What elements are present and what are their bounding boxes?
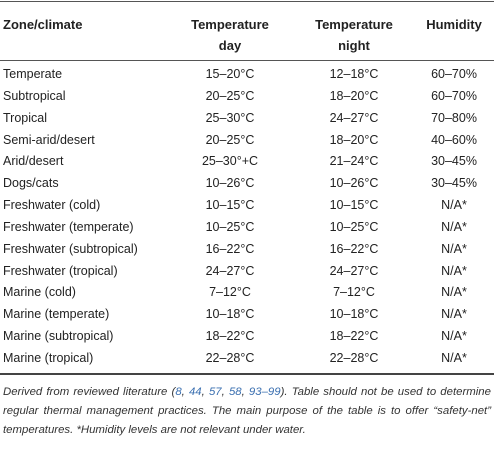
- ref-link[interactable]: 57: [208, 386, 222, 398]
- header-temperature-night: Temperature night: [315, 17, 393, 53]
- table-row: [0, 151, 494, 173]
- cell-temp-day: 22–28°C: [205, 350, 255, 365]
- cell-zone: Semi-arid/desert: [3, 132, 95, 147]
- cell-zone: Freshwater (subtropical): [3, 241, 138, 256]
- header-temperature-day: Temperature day: [191, 17, 269, 53]
- cell-temp-day: 10–26°C: [205, 176, 255, 191]
- header-humidity: Humidity: [426, 17, 482, 32]
- table-row: [0, 261, 494, 283]
- header-zone-climate: Zone/climate: [3, 17, 83, 32]
- cell-temp-night: 16–22°C: [329, 241, 379, 256]
- table-row: [0, 64, 494, 86]
- cell-humidity: 30–45%: [431, 176, 477, 191]
- cell-humidity: N/A*: [441, 219, 467, 234]
- header-rule: [0, 60, 494, 61]
- ref-link[interactable]: 44: [188, 386, 202, 398]
- cell-temp-day: 10–25°C: [205, 219, 255, 234]
- table-row: [0, 217, 494, 239]
- ref-link[interactable]: 8: [175, 386, 182, 398]
- table-row: [0, 130, 494, 152]
- cell-humidity: 70–80%: [431, 110, 477, 125]
- cell-temp-night: 7–12°C: [333, 285, 375, 300]
- table-row: [0, 239, 494, 261]
- ref-link[interactable]: 93–99: [248, 386, 281, 398]
- cell-humidity: N/A*: [441, 198, 467, 213]
- cell-humidity: N/A*: [441, 285, 467, 300]
- cell-zone: Marine (subtropical): [3, 329, 114, 344]
- cell-temp-day: 20–25°C: [205, 88, 255, 103]
- cell-humidity: 40–60%: [431, 132, 477, 147]
- table-row: [0, 348, 494, 370]
- cell-temp-night: 22–28°C: [329, 350, 379, 365]
- cell-zone: Marine (cold): [3, 285, 76, 300]
- cell-temp-night: 18–20°C: [329, 88, 379, 103]
- cell-zone: Dogs/cats: [3, 176, 59, 191]
- table-bottom-rule: [0, 373, 494, 375]
- cell-zone: Marine (tropical): [3, 350, 94, 365]
- cell-temp-night: 12–18°C: [329, 67, 379, 81]
- cell-humidity: N/A*: [441, 307, 467, 322]
- cell-temp-day: 16–22°C: [205, 241, 255, 256]
- cell-humidity: 60–70%: [431, 88, 477, 103]
- cell-temp-day: 7–12°C: [209, 285, 251, 300]
- cell-temp-day: 24–27°C: [205, 263, 255, 278]
- cell-temp-night: 10–15°C: [329, 198, 379, 213]
- table-row: [0, 108, 494, 130]
- cell-temp-night: 10–26°C: [329, 176, 379, 191]
- cell-zone: Marine (temperate): [3, 307, 110, 322]
- cell-temp-day: 15–20°C: [205, 67, 255, 81]
- cell-temp-night: 24–27°C: [329, 110, 379, 125]
- cell-humidity: N/A*: [441, 241, 467, 256]
- table-row: [0, 173, 494, 195]
- cell-temp-day: 10–15°C: [205, 198, 255, 213]
- table-row: [0, 304, 494, 326]
- cell-temp-day: 20–25°C: [205, 132, 255, 147]
- cell-humidity: 60–70%: [431, 67, 477, 81]
- table-row: [0, 282, 494, 304]
- cell-temp-night: 18–20°C: [329, 132, 379, 147]
- table-row: [0, 326, 494, 348]
- cell-zone: Temperate: [3, 67, 63, 81]
- table-row: [0, 86, 494, 108]
- cell-humidity: N/A*: [441, 263, 467, 278]
- cell-temp-night: 10–18°C: [329, 307, 379, 322]
- cell-zone: Freshwater (tropical): [3, 263, 118, 278]
- cell-temp-night: 18–22°C: [329, 329, 379, 344]
- cell-humidity: 30–45%: [431, 154, 477, 169]
- cell-temp-day: 25–30°C: [205, 110, 255, 125]
- cell-zone: Freshwater (temperate): [3, 219, 134, 234]
- cell-zone: Tropical: [3, 110, 47, 125]
- cell-temp-day: 25–30°+C: [201, 154, 259, 169]
- cell-temp-day: 18–22°C: [205, 329, 255, 344]
- ref-link[interactable]: 58: [228, 386, 242, 398]
- cell-temp-night: 24–27°C: [329, 263, 379, 278]
- table-footnote: Derived from reviewed literature (8, 44, 57, 58, 93–99). Table should not be used to determine regular thermal management practices. The main purpose of the table is to offer “safety-net” temperatures. *Humidity levels are not relevant under water.: [3, 386, 491, 436]
- cell-temp-night: 21–24°C: [329, 154, 379, 169]
- cell-zone: Subtropical: [3, 88, 66, 103]
- cell-zone: Arid/desert: [3, 154, 64, 169]
- cell-temp-day: 10–18°C: [205, 307, 255, 322]
- table-top-rule: [0, 1, 494, 2]
- cell-humidity: N/A*: [441, 350, 467, 365]
- table-body: [0, 64, 494, 370]
- cell-temp-night: 10–25°C: [329, 219, 379, 234]
- cell-zone: Freshwater (cold): [3, 198, 101, 213]
- table-row: [0, 195, 494, 217]
- cell-humidity: N/A*: [441, 329, 467, 344]
